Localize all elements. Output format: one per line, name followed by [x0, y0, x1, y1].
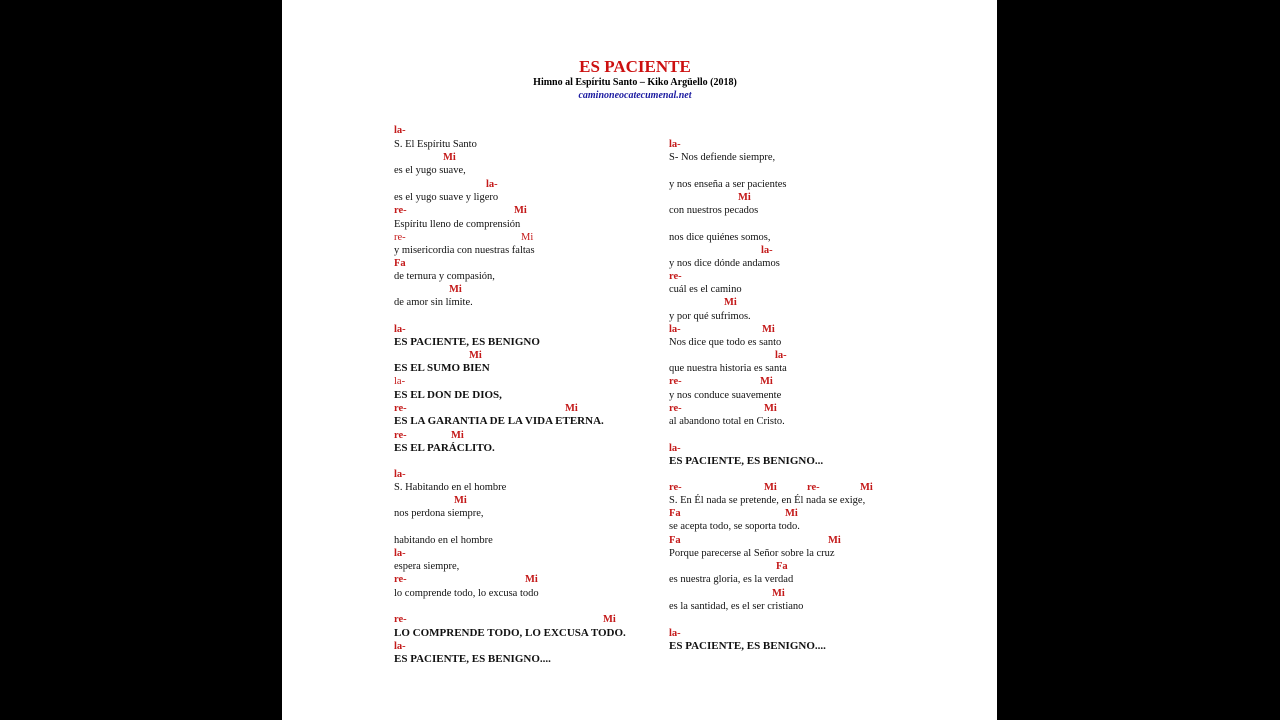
header [282, 57, 988, 103]
website-link[interactable]: caminoneocatecumenal.net [578, 90, 692, 101]
chord: la- [761, 245, 773, 256]
lyric-line: S. En Él nada se pretende, en Él nada se exige, [669, 495, 866, 506]
chord: Mi [764, 482, 777, 493]
chord: re- [394, 430, 407, 441]
chord: Mi [603, 614, 616, 625]
lyric-line: nos perdona siempre, [394, 508, 484, 519]
chord: la- [669, 443, 681, 454]
song-title: ES PACIENTE [579, 57, 691, 76]
lyric-line: con nuestros pecados [669, 205, 759, 216]
chord: re- [669, 376, 682, 387]
chorus-line: ES LA GARANTIA DE LA VIDA ETERNA. [394, 415, 604, 427]
lyric-line: y nos enseña a ser pacientes [669, 179, 787, 190]
chord: Mi [525, 574, 538, 585]
song-subtitle: Himno al Espíritu Santo – Kiko Argüello (2018) [533, 77, 737, 88]
chorus-line: ES EL DON DE DIOS, [394, 389, 502, 401]
lyric-line: S. Habitando en el hombre [394, 482, 507, 493]
chord: la- [394, 324, 406, 335]
chord: la- [775, 350, 787, 361]
chorus-line: ES EL SUMO BIEN [394, 362, 490, 374]
lyric-line: Nos dice que todo es santo [669, 337, 782, 348]
lyric-line: nos dice quiénes somos, [669, 232, 771, 243]
chord: Fa [669, 508, 681, 519]
chord: Mi [762, 324, 775, 335]
lyric-line: S- Nos defiende siempre, [669, 152, 776, 163]
lyric-line: Porque parecerse al Señor sobre la cruz [669, 548, 835, 559]
chord: Mi [724, 297, 737, 308]
lyric-line: y nos conduce suavemente [669, 390, 782, 401]
lyric-line: habitando en el hombre [394, 535, 493, 546]
chord: re- [669, 271, 682, 282]
lyric-line: Espíritu lleno de comprensión [394, 219, 521, 230]
chord: Fa [669, 535, 681, 546]
chorus-line: ES PACIENTE, ES BENIGNO.... [394, 653, 551, 665]
chord: Mi [454, 495, 467, 506]
chord: Mi [738, 192, 751, 203]
lyric-line: cuál es el camino [669, 284, 742, 295]
lyric-line: al abandono total en Cristo. [669, 416, 785, 427]
chord: Mi [860, 482, 873, 493]
chord: Mi [828, 535, 841, 546]
chord: Mi [443, 152, 456, 163]
chord: Mi [521, 232, 534, 243]
chord: Fa [776, 561, 788, 572]
chord: Mi [760, 376, 773, 387]
chord: Mi [449, 284, 462, 295]
chord: Mi [451, 430, 464, 441]
chord: re- [394, 614, 407, 625]
lyric-line: es nuestra gloria, es la verdad [669, 574, 794, 585]
lyric-line: S. El Espíritu Santo [394, 139, 477, 150]
chorus-line: ES EL PARÁCLITO. [394, 442, 495, 454]
chord: la- [394, 125, 406, 136]
lyric-line: es la santidad, es el ser cristiano [669, 601, 804, 612]
chorus-line: LO COMPRENDE TODO, LO EXCUSA TODO. [394, 627, 626, 639]
lyrics-sheet [282, 0, 997, 720]
chord: Mi [785, 508, 798, 519]
lyric-line: de ternura y compasión, [394, 271, 495, 282]
chord: la- [486, 179, 498, 190]
chord: re- [394, 403, 407, 414]
chord: Fa [394, 258, 406, 269]
chord: Mi [469, 350, 482, 361]
lyric-line: es el yugo suave y ligero [394, 192, 499, 203]
lyric-line: y por qué sufrimos. [669, 311, 751, 322]
chord: Mi [764, 403, 777, 414]
chord: Mi [514, 205, 527, 216]
chord: la- [669, 324, 681, 335]
chord: la- [394, 548, 406, 559]
lyric-line: de amor sin límite. [394, 297, 473, 308]
chorus-line: ES PACIENTE, ES BENIGNO... [669, 455, 824, 467]
lyric-line: y misericordia con nuestras faltas [394, 245, 535, 256]
chord: Mi [772, 588, 785, 599]
chord: re- [669, 403, 682, 414]
chord: re- [807, 482, 820, 493]
lyric-line: se acepta todo, se soporta todo. [669, 521, 800, 532]
chorus-line: ES PACIENTE, ES BENIGNO.... [669, 640, 826, 652]
chord: la- [394, 469, 406, 480]
chord: re- [669, 482, 682, 493]
chord: la- [669, 628, 681, 639]
lyric-line: y nos dice dónde andamos [669, 258, 780, 269]
lyric-line: que nuestra historia es santa [669, 363, 787, 374]
chord: re- [394, 574, 407, 585]
lyric-line: espera siempre, [394, 561, 460, 572]
chord: la- [669, 139, 681, 150]
chord: la- [394, 641, 406, 652]
chord: Mi [565, 403, 578, 414]
chord: re- [394, 205, 407, 216]
lyric-line: es el yugo suave, [394, 165, 466, 176]
lyric-line: lo comprende todo, lo excusa todo [394, 588, 539, 599]
chord: re- [394, 232, 406, 243]
chorus-line: ES PACIENTE, ES BENIGNO [394, 336, 540, 348]
chord: la- [394, 376, 406, 387]
